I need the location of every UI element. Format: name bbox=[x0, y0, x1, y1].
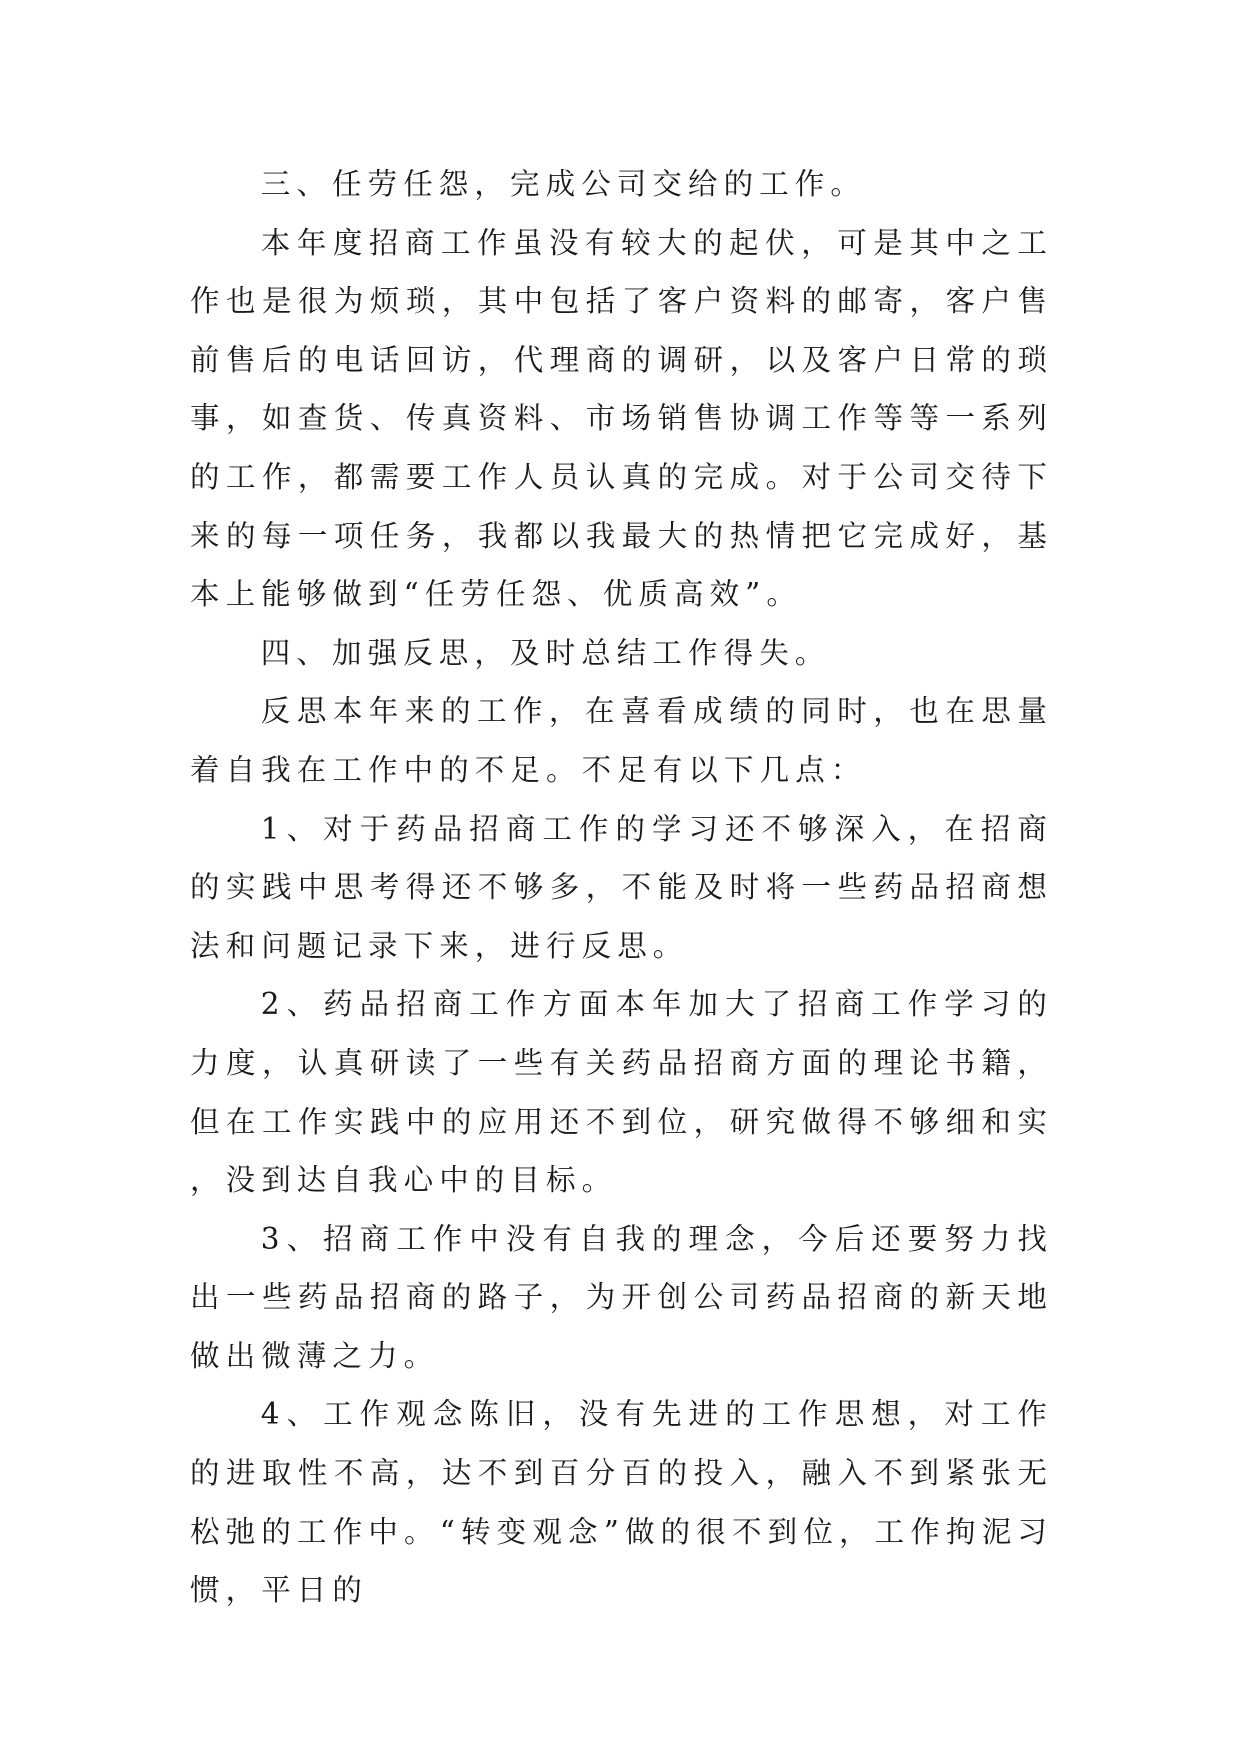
body-paragraph: 本年度招商工作虽没有较大的起伏，可是其中之工作也是很为烦琐，其中包括了客户资料的邮寄，客户售前售后的电话回访，代理商的调研，以及客户日常的琐事，如查货、传真资料、市场销售协调工作等等一系列的工作，都需要工作人员认真的完成。对于公司交待下来的每一项任务，我都以我最大的热情把它完成好，基本上能够做到“任劳任怨、优质高效”。 bbox=[190, 225, 1053, 612]
section-heading-3: 三、任劳任怨，完成公司交给的工作。 bbox=[260, 167, 866, 201]
body-paragraph: 反思本年来的工作，在喜看成绩的同时，也在思量着自我在工作中的不足。不足有以下几点： bbox=[190, 694, 1053, 787]
list-item-2: 2、药品招商工作方面本年加大了招商工作学习的力度，认真研读了一些有关药品招商方面的理论书籍，但在工作实践中的应用还不到位，研究做得不够细和实，没到达自我心中的目标。 bbox=[190, 987, 1053, 1198]
document-body bbox=[190, 155, 1053, 1620]
list-item-1: 1、对于药品招商工作的学习还不够深入，在招商的实践中思考得还不够多，不能及时将一些药品招商想法和问题记录下来，进行反思。 bbox=[190, 811, 1053, 963]
section-heading-4: 四、加强反思，及时总结工作得失。 bbox=[260, 635, 831, 670]
list-item-3: 3、招商工作中没有自我的理念，今后还要努力找出一些药品招商的路子，为开创公司药品招商的新天地做出微薄之力。 bbox=[190, 1221, 1053, 1373]
list-item-4: 4、工作观念陈旧，没有先进的工作思想，对工作的进取性不高，达不到百分百的投入，融入不到紧张无松弛的工作中。“转变观念”做的很不到位，工作拘泥习惯，平日的 bbox=[190, 1397, 1053, 1608]
